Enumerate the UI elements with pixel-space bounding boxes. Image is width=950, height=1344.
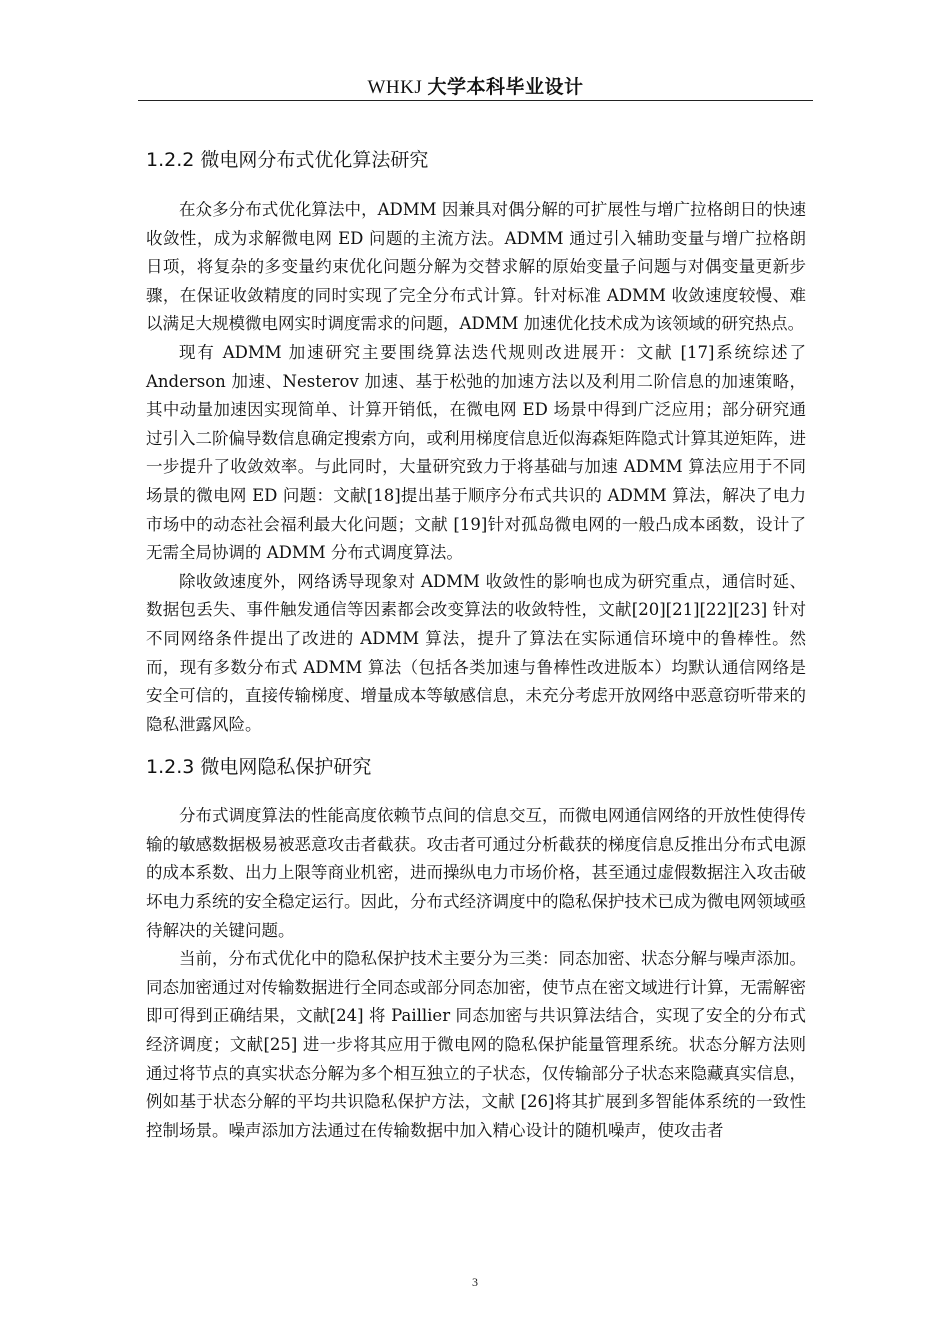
paragraph: 分布式调度算法的性能高度依赖节点间的信息交互，而微电网通信网络的开放性使得传输的敏感数据极易被恶意攻击者截获。攻击者可通过分析截获的梯度信息反推出分布式电源的成本系数、出力上限等商业机密，进而操纵电力市场价格，甚至通过虚假数据注入攻击破坏电力系统的安全稳定运行。因此，分布式经济调度中的隐私保护技术已成为微电网领域亟待解决的关键问题。 bbox=[146, 806, 806, 940]
header-institution: WHKJ bbox=[367, 77, 428, 98]
running-header bbox=[138, 72, 813, 99]
header-title: 大学本科毕业设计 bbox=[427, 76, 584, 98]
paragraph: 除收敛速度外，网络诱导现象对 ADMM 收敛性的影响也成为研究重点，通信时延、数据包丢失、事件触发通信等因素都会改变算法的收敛特性，文献[20][21][22][23] 针对不同网络条件提出了改进的 ADMM 算法，提升了算法在实际通信环境中的鲁棒性。然而，现有多数分布式 ADMM 算法（包括各类加速与鲁棒性改进版本）均默认通信网络是安全可信的，直接传输梯度、增量成本等敏感信息，未充分考虑开放网络中恶意窃听带来的隐私泄露风险。 bbox=[146, 571, 806, 734]
header-rule bbox=[138, 100, 813, 101]
page-number: 3 bbox=[472, 1275, 478, 1289]
section-heading-1-2-2: 1.2.2 微电网分布式优化算法研究 bbox=[146, 149, 429, 171]
paragraph: 当前，分布式优化中的隐私保护技术主要分为三类：同态加密、状态分解与噪声添加。同态加密通过对传输数据进行全同态或部分同态加密，使节点在密文域进行计算，无需解密即可得到正确结果，文献[24] 将 Paillier 同态加密与共识算法结合，实现了安全的分布式经济调度；文献[25] 进一步将其应用于微电网的隐私保护能量管理系统。状态分解方法则通过将节点的真实状态分解为多个相互独立的子状态，仅传输部分子状态来隐藏真实信息，例如基于状态分解的平均共识隐私保护方法，文献 [26]将其扩展到多智能体系统的一致性控制场景。噪声添加方法通过在传输数据中加入精心设计的随机噪声，使攻击者 bbox=[146, 949, 806, 1140]
body-content bbox=[146, 146, 806, 1145]
section-heading-1-2-3: 1.2.3 微电网隐私保护研究 bbox=[146, 756, 372, 779]
paragraph: 现有 ADMM 加速研究主要围绕算法迭代规则改进展开：文献 [17]系统综述了 Anderson 加速、Nesterov 加速、基于松弛的加速方法以及利用二阶信息的加速策略，其中动量加速因实现简单、计算开销低，在微电网 ED 场景中得到广泛应用；部分研究通过引入二阶偏导数信息确定搜索方向，或利用梯度信息近似海森矩阵隐式计算其逆矩阵，进一步提升了收敛效率。与此同时，大量研究致力于将基础与加速 ADMM 算法应用于不同场景的微电网 ED 问题：文献[18]提出基于顺序分布式共识的 ADMM 算法，解决了电力市场中的动态社会福利最大化问题；文献 [19]针对孤岛微电网的一般凸成本函数，设计了无需全局协调的 ADMM 分布式调度算法。 bbox=[146, 342, 806, 563]
paragraph: 在众多分布式优化算法中，ADMM 因兼具对偶分解的可扩展性与增广拉格朗日的快速收敛性，成为求解微电网 ED 问题的主流方法。ADMM 通过引入辅助变量与增广拉格朗日项，将复杂的多变量约束优化问题分解为交替求解的原始变量子问题与对偶变量更新步骤，在保证收敛精度的同时实现了完全分布式计算。针对标准 ADMM 收敛速度较慢、难以满足大规模微电网实时调度需求的问题，ADMM 加速优化技术成为该领域的研究热点。 bbox=[146, 200, 806, 334]
